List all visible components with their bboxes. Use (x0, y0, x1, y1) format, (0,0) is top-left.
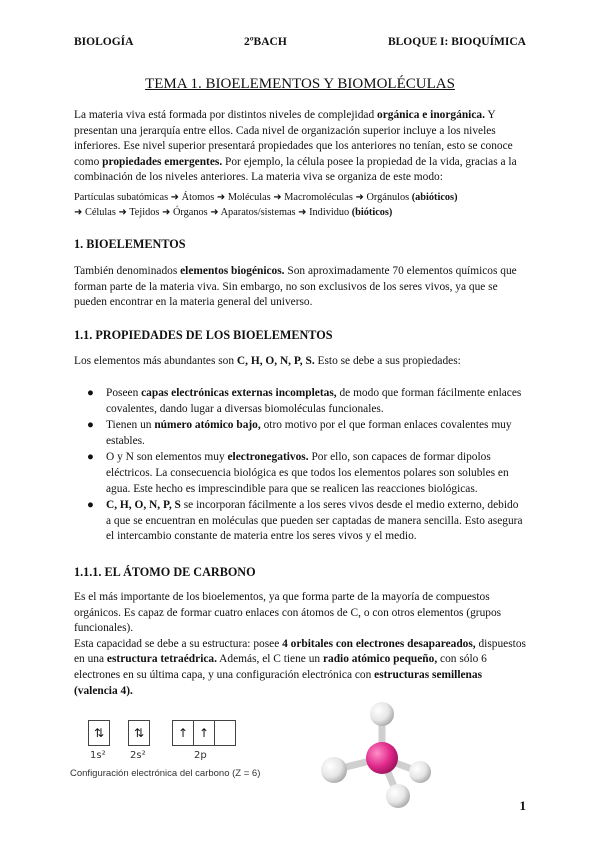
arrow-icon: ➜ (210, 207, 219, 218)
section-carbono-text: Es el más importante de los bioelementos, ya que forma parte de la mayoría de compuestos orgánicos. Es capaz de formar cuatro enlaces con átomos de C, o con otros elementos (grupos funcionales). Esta capacidad se debe a su estructura: posee 4 orbitales con electrones desapareados, dispuestos en una estructura tetraédrica. Además, el C tiene un radio atómico pequeño, con sólo 6 electrones en su última capa, y una configuración electrónica con estructuras semillenas (valencia 4). (74, 591, 526, 697)
hydrogen-atom-bottom (386, 784, 410, 808)
orbital-label-1s: 1s² (90, 750, 106, 761)
section-heading-propiedades: 1.1. PROPIEDADES DE LOS BIOELEMENTOS (74, 328, 333, 342)
orbital-diagram (70, 718, 280, 782)
hydrogen-atom-left (321, 757, 347, 783)
list-item: ● Tienen un número atómico bajo, otro motivo por el que forman enlaces covalentes muy estables. (87, 419, 512, 447)
orbital-2p-box-2: ↑ (193, 720, 215, 746)
intro-paragraph: La materia viva está formada por distintos niveles de complejidad orgánica e inorgánica. Y presentan una jerarquía entre ellos. Cada nivel de organización superior incluye a los niveles inferiores. Ese nivel superior presentará propiedades que los anteriores no tenían, esto se conoce como propiedades emergentes. Por ejemplo, la célula posee la propiedad de la vida, gracias a la combinación de los niveles anteriores. La materia viva se organiza de este modo: (74, 109, 517, 184)
orbital-caption: Configuración electrónica del carbono (Z = 6) (70, 768, 261, 779)
hydrogen-atom-top (370, 702, 394, 726)
header-subject: BIOLOGÍA (74, 36, 134, 48)
section-bioelementos-text: También denominados elementos biogénicos. Son aproximadamente 70 elementos químicos que forman parte de la materia viva. Sin embargo, no son exclusivos de los seres vivos, ya que se pueden encontrar en la materia general del universo. (74, 265, 517, 309)
list-item: ● Poseen capas electrónicas externas incompletas, de modo que forman fácilmente enlaces covalentes, dando lugar a diversas biomoléculas funcionales. (87, 387, 522, 415)
document-title: TEMA 1. BIOELEMENTOS Y BIOMOLÉCULAS (145, 76, 455, 92)
section-heading-carbono: 1.1.1. EL ÁTOMO DE CARBONO (74, 565, 256, 579)
orbital-2p-box-3 (214, 720, 236, 746)
hydrogen-atom-right (409, 761, 431, 783)
arrow-icon: ➜ (298, 207, 307, 218)
bullet-icon: ● (87, 419, 94, 432)
list-item: ● C, H, O, N, P, S se incorporan fácilmente a los seres vivos desde el medio externo, debido a que se encuentran en moléculas que pueden ser captadas de manera sencilla. Esto asegura el intercambio constante de materia entre los seres vivos y el medio. (87, 499, 523, 543)
orbital-label-2p: 2p (194, 750, 207, 761)
orbital-2p-box-1: ↑ (172, 720, 194, 746)
tetrahedral-carbon-molecule (312, 700, 432, 812)
orbital-label-2s: 2s² (130, 750, 146, 761)
arrow-icon: ➜ (170, 192, 180, 203)
arrow-icon: ➜ (74, 207, 83, 218)
orbital-1s-box: ⇅ (88, 720, 110, 746)
arrow-icon: ➜ (216, 192, 226, 203)
arrow-icon: ➜ (161, 207, 171, 218)
bullet-icon: ● (87, 387, 94, 399)
list-item: ● O y N son elementos muy electronegativos. Por ello, son capaces de formar dipolos eléctricos. La consecuencia biológica es que todos los elementos polares son solubles en agua. Este hecho es imprescindible para que se realicen las reacciones biológicas. (87, 451, 509, 495)
orbital-2s-box: ⇅ (128, 720, 150, 746)
section-propiedades-intro: Los elementos más abundantes son C, H, O, N, P, S. Esto se debe a sus propiedades: (74, 355, 461, 367)
bullet-icon: ● (87, 451, 94, 464)
arrow-icon: ➜ (118, 207, 127, 218)
carbon-atom-center (366, 742, 398, 774)
properties-list (74, 386, 526, 546)
page-header (74, 36, 526, 52)
arrow-icon: ➜ (273, 192, 282, 203)
page-number: 1 (519, 798, 526, 813)
organization-levels: Partículas subatómicas ➜ Átomos ➜ Moléculas ➜ Macromoléculas ➜ Orgánulos (abióticos) ➜ Células ➜ Tejidos ➜ Órganos ➜ Aparatos/sistemas ➜ Individuo (bióticos) (74, 192, 458, 218)
header-course: 2ºBACH (244, 36, 287, 48)
arrow-icon: ➜ (355, 192, 364, 203)
header-block: BLOQUE I: BIOQUÍMICA (387, 36, 526, 48)
section-heading-bioelementos: 1. BIOELEMENTOS (74, 237, 186, 251)
bullet-icon: ● (87, 499, 94, 512)
